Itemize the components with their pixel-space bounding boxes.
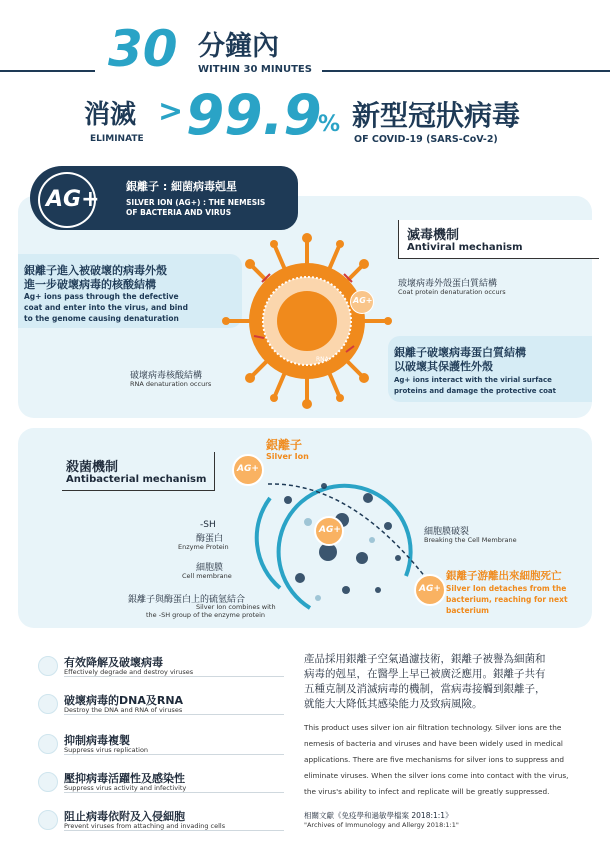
antibacterial-title-en: Antibacterial mechanism [66,474,207,485]
percent-number: 99.9 [186,83,322,147]
description-en-line: nemesis of bacteria and viruses and have been widely used in medical [304,739,563,748]
banner-title-en-2: OF BACTERIA AND VIRUS [126,208,232,217]
bind-en-2: the -SH group of the enzyme protein [146,611,266,619]
virus-ag-badge-text: AG+ [353,296,373,305]
silver-ion-badge-top-text: AG+ [237,464,259,474]
antiviral-right-en-2: proteins and damage the protective coat [394,387,557,395]
virus-core [277,291,337,351]
cell-membrane-arc-2 [257,498,280,588]
mechanism-divider [64,676,284,677]
membrane-cn: 細胞膜 [196,563,224,573]
big-thirty: 30 [108,20,178,78]
greater-than: > [158,94,184,129]
description-en [304,720,568,800]
escape-en-1: Silver Ion detaches from the [446,584,567,593]
antiviral-right-box [388,336,592,402]
antiviral-left-cn-2: 進一步破壞病毒的核酸結構 [24,278,156,291]
description-cn [304,652,546,712]
header-rule-right [322,70,610,72]
virus-illustration [222,226,392,416]
reference-en: "Archives of Immunology and Allergy 2018:1:1" [304,821,459,829]
virus-ag-badge [350,290,374,314]
description-cn-line: 五種克制及消滅病毒的機制，當病毒接觸到銀離子， [304,683,546,695]
virus-en: OF COVID-19 (SARS-CoV-2) [354,134,498,145]
membrane-en: Cell membrane [182,572,232,580]
check-icon [38,694,58,714]
sh-label: -SH [200,520,216,530]
antiviral-title-en: Antiviral mechanism [407,242,523,253]
antiviral-right-en-1: Ag+ ions interact with the virial surface [394,376,552,384]
mechanism-item-2 [38,692,286,718]
rna-label-cn: 破壞病毒核酸結構 [130,371,203,381]
rna-label-en: RNA denaturation occurs [130,380,212,388]
antibacterial-title-box [62,452,215,491]
mechanism-divider [64,792,284,793]
description-cn-line: 就能大大降低其感染能力及致病風險。 [304,698,483,710]
enzyme-en: Enzyme Protein [178,543,229,551]
break-en: Breaking the Cell Membrane [424,536,517,544]
antiviral-left-en-2: coat and enter into the virus, and bind [24,303,188,312]
mechanism-item-3 [38,732,286,758]
minutes-cn: 分鐘內 [198,31,279,62]
mechanism-cn: 壓抑病毒活躍性及感染性 [64,772,185,785]
virus-cn: 新型冠狀病毒 [352,99,521,132]
check-icon [38,734,58,754]
antiviral-right-cn-1: 銀離子破壞病毒蛋白質結構 [394,346,526,359]
check-icon [38,772,58,792]
ag-logo-badge [38,172,100,228]
mechanism-en: Effectively degrade and destroy viruses [64,668,194,676]
mechanism-item-5 [38,808,286,834]
antiviral-left-en-1: Ag+ ions pass through the defective [24,292,179,301]
ag-logo-text: AG+ [46,187,100,212]
silver-ion-cn: 銀離子 [266,438,303,452]
escape-en-2: bacterium, reaching for next [446,595,568,604]
minutes-en: WITHIN 30 MINUTES [198,64,312,75]
coat-label-en: Coat protein denaturation occurs [398,288,506,296]
escape-en-3: bacterium [446,606,489,615]
coat-label-cn: 玻壞病毒外殼蛋白質結構 [398,279,498,289]
eliminate-cn: 消滅 [84,100,137,130]
antiviral-left-box [18,254,242,328]
mechanism-en: Suppress virus replication [64,746,149,754]
antiviral-title-cn: 滅毒機制 [407,228,460,243]
mechanism-divider [64,830,284,831]
silver-ion-badge-exit-text: AG+ [419,584,441,594]
bind-en-1: Silver Ion combines with [196,603,276,611]
mechanism-divider [64,714,284,715]
antiviral-right-cn-2: 以破壞其保護性外殼 [394,360,493,373]
mechanism-cn: 抑制病毒複製 [64,734,130,747]
mechanism-cn: 有效降解及破壞病毒 [64,656,163,669]
mechanism-en: Destroy the DNA and RNA of viruses [64,706,183,714]
description-cn-line: 病毒的剋星，在醫學上早已被廣泛應用。銀離子共有 [304,668,546,680]
reference-cn: 相關文獻《免疫學和過敏學檔案 2018:1:1》 [304,811,453,820]
rna-label: RNA [316,356,329,363]
description-en-line: applications. There are five mechanisms for silver ions to suppress and [304,755,565,764]
mechanism-item-1 [38,654,286,680]
mechanism-item-4 [38,770,286,796]
mechanism-en: Prevent viruses from attaching and invading cells [64,822,226,830]
mechanism-en: Suppress virus activity and infectivity [64,784,187,792]
banner-title-cn: 銀離子 : 細菌病毒剋星 [126,180,238,193]
antiviral-left-cn-1: 銀離子進入被破壞的病毒外殼 [24,264,167,277]
silver-ion-badge-center [314,516,344,546]
description-en-line: eliminate viruses. When the silver ions come into contact with the virus, [304,771,569,780]
mechanism-cn: 阻止病毒依附及入侵細胞 [64,810,185,823]
check-icon [38,810,58,830]
antiviral-title-box [398,220,599,259]
break-cn: 細胞膜破裂 [424,527,470,537]
description-en-line: the virus's ability to infect and replicate will be greatly suppressed. [304,787,550,796]
description-cn-line: 產品採用銀離子空氣過濾技術，銀離子被譽為細菌和 [304,653,546,665]
silver-ion-badge-exit [414,574,446,606]
bind-cn: 銀離子與酶蛋白上的硫氫結合 [128,595,246,605]
mechanism-divider [64,754,284,755]
banner-title-en-1: SILVER ION (AG+) : THE NEMESIS [126,198,266,207]
percent-sign: % [318,112,341,137]
ion-path-arrow [268,484,426,578]
escape-cn: 銀離子游離出來細胞死亡 [446,570,562,582]
antiviral-left-en-3: to the genome causing denaturation [24,314,179,323]
eliminate-en: ELIMINATE [90,134,144,144]
header-rule-left [0,70,95,72]
antibacterial-title-cn: 殺菌機制 [66,460,119,475]
ag-banner [30,166,298,230]
silver-ion-en: Silver Ion [266,452,309,461]
description-en-line: This product uses silver ion air filtration technology. Silver ions are the [304,723,562,732]
mechanism-cn: 破壞病毒的DNA及RNA [64,694,184,707]
silver-ion-badge-center-text: AG+ [319,525,341,535]
enzyme-cn: 酶蛋白 [196,534,224,544]
check-icon [38,656,58,676]
